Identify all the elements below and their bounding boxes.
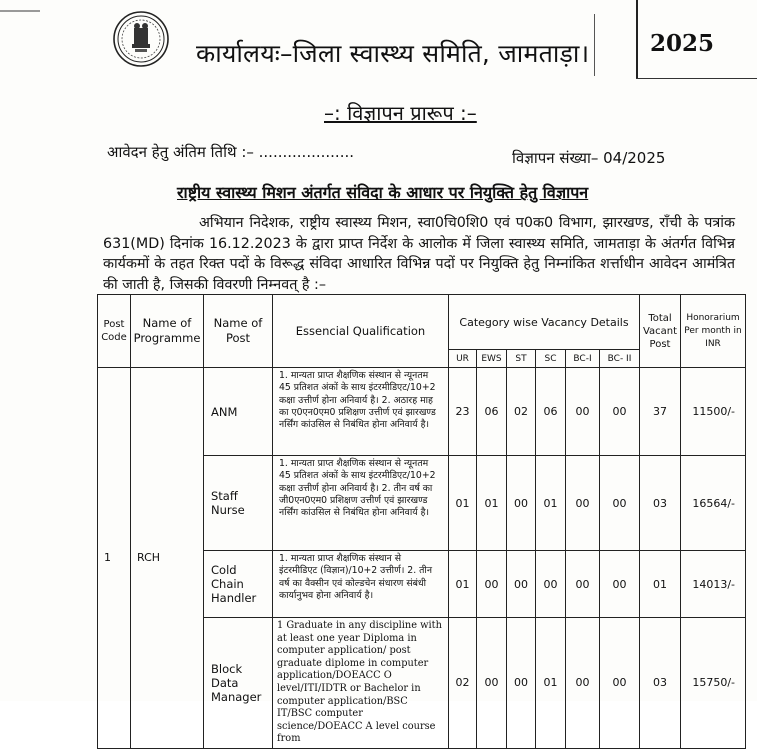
- vacancy-cell: 00: [566, 368, 600, 456]
- honorarium-cell: 14013/-: [681, 551, 746, 618]
- vacancy-cell: 00: [507, 456, 536, 551]
- qualification-cell: 1 Graduate in any discipline with at least one year Diploma in computer application/ post graduate diplome in computer application/DOEACC O level/ITI/IDTR or Bachelor in computer application/BSC IT/BSC computer science/DOEACC A level course from: [273, 618, 449, 749]
- vacancy-cell: 23: [449, 368, 477, 456]
- header-post-code: Post Code: [98, 295, 131, 368]
- vacancy-cell: 00: [507, 551, 536, 618]
- vacancy-cell: 00: [536, 551, 566, 618]
- post-name: Block Data Manager: [204, 618, 273, 749]
- programme-cell: RCH: [131, 368, 204, 749]
- header-total: Total Vacant Post: [640, 295, 681, 368]
- state-emblem-icon: [112, 10, 170, 68]
- vacancy-cell: 01: [536, 456, 566, 551]
- category-ews: EWS: [477, 350, 507, 368]
- scan-mark: [0, 10, 40, 12]
- vacancy-cell: 00: [566, 456, 600, 551]
- header-programme: Name of Programme: [131, 295, 204, 368]
- honorarium-cell: 15750/-: [681, 618, 746, 749]
- category-bc2: BC- II: [600, 350, 640, 368]
- total-cell: 03: [640, 456, 681, 551]
- category-sc: SC: [536, 350, 566, 368]
- qualification-cell: 1. मान्यता प्राप्त शैक्षणिक संस्थान से न्यूनतम 45 प्रतिशत अंकों के साथ इंटरमीडिएट/10+2 कक्षा उत्तीर्ण होना अनिवार्य है। 2. अठारह माह का ए0एन0एम0 प्रशिक्षण उत्तीर्ण एवं झारखण्ड नर्सिंग कांउसिल से निबंधित होना अनिवार्य है।: [273, 368, 449, 456]
- vacancy-cell: 00: [600, 551, 640, 618]
- vacancy-cell: 00: [477, 618, 507, 749]
- vacancy-table: [97, 294, 746, 749]
- post-name: ANM: [204, 368, 273, 456]
- header-honorarium: Honorarium Per month in INR: [681, 295, 746, 368]
- post-name: Staff Nurse: [204, 456, 273, 551]
- vacancy-cell: 00: [566, 618, 600, 749]
- year-label: 2025: [650, 30, 715, 57]
- divider-line: [636, 78, 757, 79]
- notice-subject: राष्ट्रीय स्वास्थ्य मिशन अंतर्गत संविदा के आधार पर नियुक्ति हेतु विज्ञापन: [177, 183, 589, 202]
- honorarium-cell: 16564/-: [681, 456, 746, 551]
- post-name: Cold Chain Handler: [204, 551, 273, 618]
- header-category: Category wise Vacancy Details: [449, 295, 640, 350]
- table-row: [98, 368, 746, 456]
- vacancy-cell: 01: [477, 456, 507, 551]
- vacancy-cell: 00: [600, 456, 640, 551]
- post-code-cell: 1: [98, 368, 131, 749]
- total-cell: 03: [640, 618, 681, 749]
- vacancy-cell: 00: [600, 368, 640, 456]
- category-st: ST: [507, 350, 536, 368]
- qualification-cell: 1. मान्यता प्राप्त शैक्षणिक संस्थान से न्यूनतम 45 प्रतिशत अंकों के साथ इंटरमीडिएट/10+2 कक्षा उत्तीर्ण होना अनिवार्य है। 2. तीन वर्ष का जी0एन0एम0 प्रशिक्षण उत्तीर्ण एवं झारखण्ड नर्सिंग कांउसिल से निबंधित होना अनिवार्य है।: [273, 456, 449, 551]
- notice-paragraph: अभियान निदेशक, राष्ट्रीय स्वास्थ्य मिशन, स्वा0चि0शि0 एवं प0क0 विभाग, झारखण्ड, राँची के पत्रांक 631(MD) दिनांक 16.12.2023 के द्वारा प्राप्त निर्देश के आलोक में जिला स्वास्थ्य समिति, जामताड़ा के अंतर्गत विभिन्न कार्यकमों के तहत रिक्त पदों के विरूद्ध संविदा आधारित विभिन्न पदों पर नियुक्ति हेतु निम्नांकित शर्त्ताधीन आवेदन आमंत्रित की जाती है, जिसकी विवरणी निम्नवत् है :–: [103, 215, 735, 293]
- total-cell: 37: [640, 368, 681, 456]
- vacancy-cell: 01: [449, 551, 477, 618]
- honorarium-cell: 11500/-: [681, 368, 746, 456]
- qualification-cell: 1. मान्यता प्राप्त शैक्षणिक संस्थान से इंटरमीडिएट (विज्ञान)/10+2 उत्तीर्ण। 2. तीन वर्ष का वैक्सीन एवं कोल्डचेन संधारण संबंधी कार्यानुभव होना अनिवार्य है।: [273, 551, 449, 618]
- vacancy-cell: 00: [507, 618, 536, 749]
- vacancy-cell: 00: [477, 551, 507, 618]
- header-post: Name of Post: [204, 295, 273, 368]
- vacancy-cell: 02: [449, 618, 477, 749]
- divider-line: [594, 14, 595, 76]
- vacancy-cell: 02: [507, 368, 536, 456]
- category-ur: UR: [449, 350, 477, 368]
- category-bc1: BC-I: [566, 350, 600, 368]
- vacancy-cell: 01: [536, 618, 566, 749]
- vacancy-cell: 06: [536, 368, 566, 456]
- notice-title: –: विज्ञापन प्रारूप :–: [324, 101, 477, 125]
- office-title: कार्यालयः–जिला स्वास्थ्य समिति, जामताड़ा।: [196, 39, 590, 68]
- divider-line: [636, 0, 638, 78]
- vacancy-cell: 01: [449, 456, 477, 551]
- advertisement-number: विज्ञापन संख्या– 04/2025: [512, 149, 666, 167]
- total-cell: 01: [640, 551, 681, 618]
- vacancy-cell: 00: [600, 618, 640, 749]
- vacancy-cell: 00: [566, 551, 600, 618]
- header-qualification: Essencial Qualification: [273, 295, 449, 368]
- vacancy-cell: 06: [477, 368, 507, 456]
- application-deadline: आवेदन हेतु अंतिम तिथि :– ....................: [107, 143, 355, 161]
